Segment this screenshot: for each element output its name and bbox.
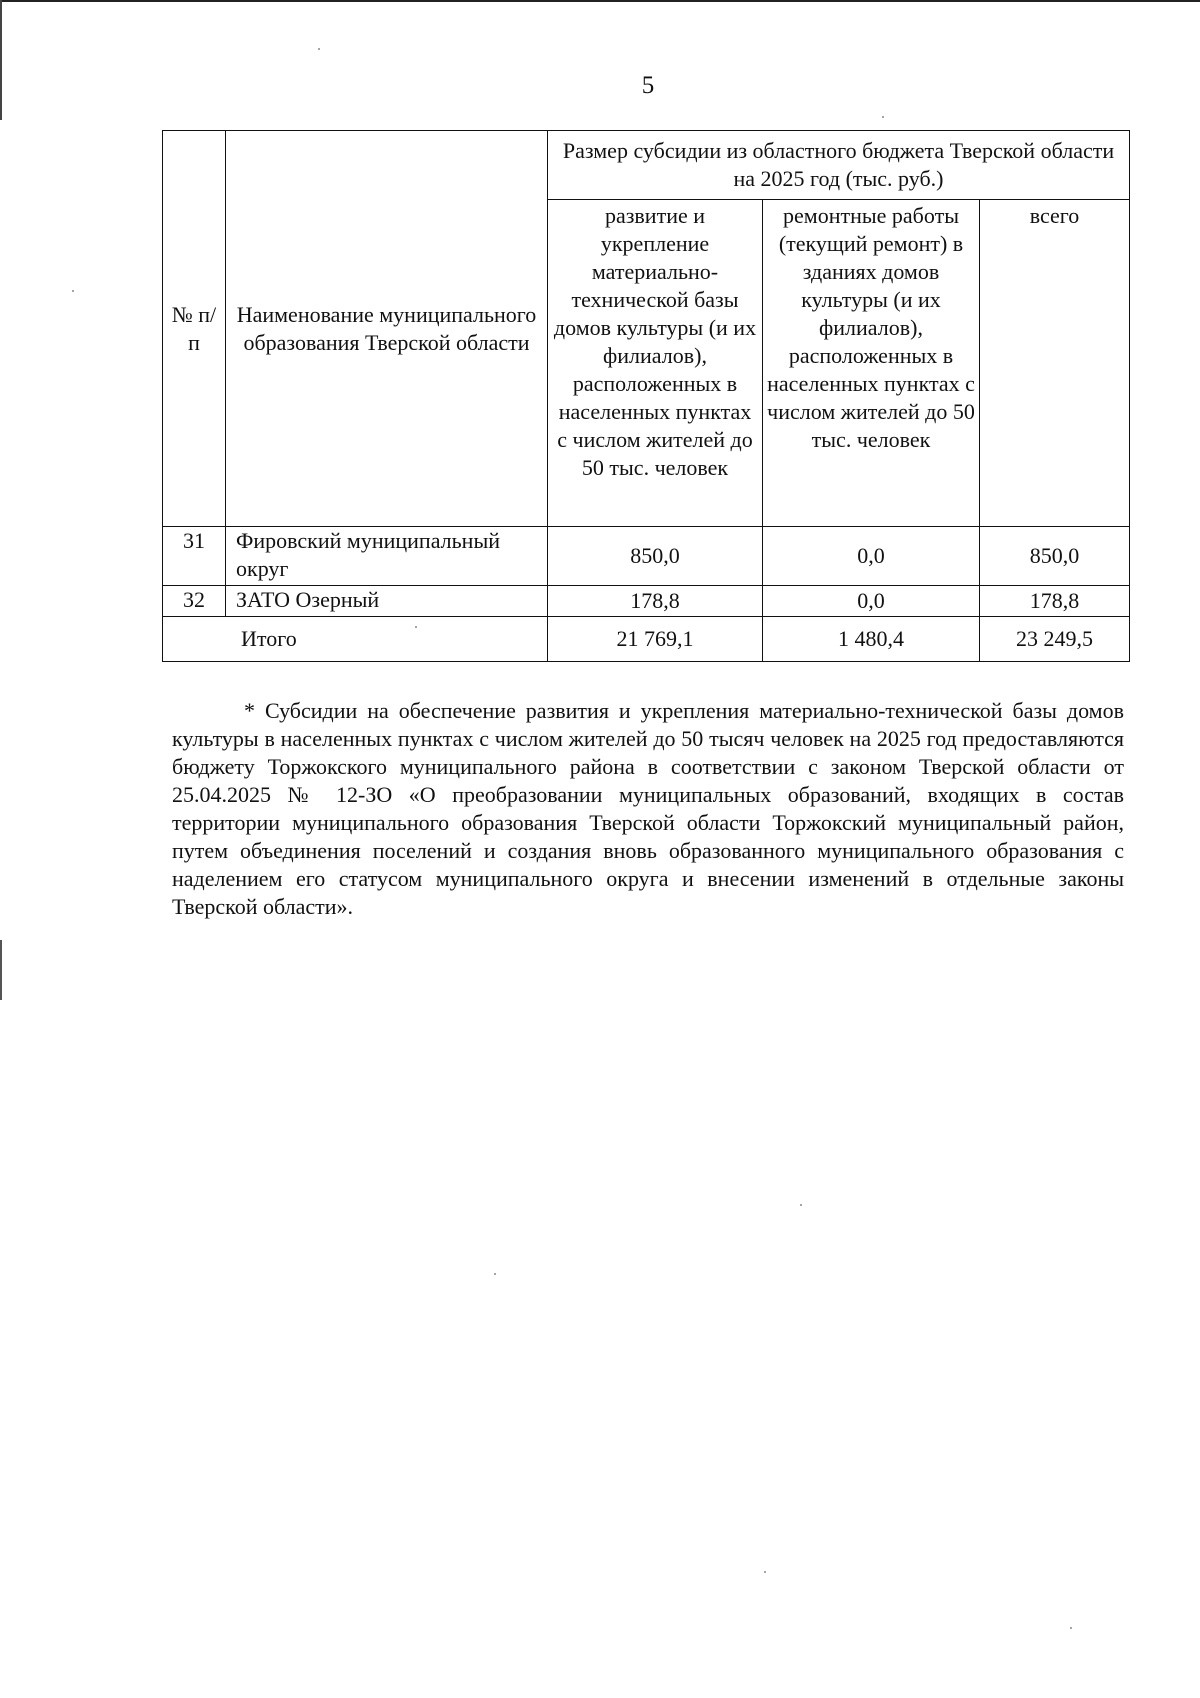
scan-speck xyxy=(764,1571,766,1573)
scan-speck xyxy=(800,1204,802,1206)
municipality-name: ЗАТО Озерный xyxy=(226,586,548,617)
subsidy-table xyxy=(162,130,1130,662)
scan-speck xyxy=(1070,1627,1072,1629)
header-repair: ремонтные работы (текущий ремонт) в зданиях домов культуры (и их филиалов), расположенных в населенных пунктах с числом жителей до 50 тыс. человек xyxy=(763,200,980,527)
scan-speck xyxy=(72,290,74,292)
page-number: 5 xyxy=(641,72,655,99)
municipality-name: Фировский муниципальный округ xyxy=(226,527,548,586)
scan-speck xyxy=(882,116,884,118)
header-name: Наименование муниципального образования Тверской области xyxy=(226,131,548,527)
scan-speck xyxy=(494,1273,496,1275)
scan-speck xyxy=(318,48,320,50)
header-development: развитие и укрепление материально-технической базы домов культуры (и их филиалов), расположенных в населенных пунктах с числом жителей до 50 тыс. человек xyxy=(548,200,763,527)
repair-value: 0,0 xyxy=(763,527,980,586)
row-number: 32 xyxy=(163,586,226,617)
header-num: № п/п xyxy=(163,131,226,527)
repair-value: 0,0 xyxy=(763,586,980,617)
scan-edge-top xyxy=(0,0,1200,2)
header-subsidy-group: Размер субсидии из областного бюджета Тверской области на 2025 год (тыс. руб.) xyxy=(548,131,1130,200)
total-development-value: 21 769,1 xyxy=(548,617,763,662)
table-row xyxy=(163,586,1130,617)
development-value: 850,0 xyxy=(548,527,763,586)
scan-speck xyxy=(415,626,417,628)
grand-total-value: 23 249,5 xyxy=(980,617,1130,662)
row-number: 31 xyxy=(163,527,226,586)
footnote-paragraph: * Субсидии на обеспечение развития и укрепления материально-технической базы домов культуры в населенных пунктах с числом жителей до 50 тысяч человек на 2025 год предоставляются бюджету Торжокского муниципального района в соответствии с законом Тверской области от 25.04.2025 № 12-ЗО «О преобразовании муниципальных образований, входящих в состав территории муниципального образования Тверской области Торжокский муниципальный район, путем объединения поселений и создания вновь образованного муниципального образования с наделением его статусом муниципального округа и внесении изменений в отдельные законы Тверской области». xyxy=(172,698,1124,919)
total-repair-value: 1 480,4 xyxy=(763,617,980,662)
scan-edge-left-lower xyxy=(0,940,2,1000)
table-header-row-1 xyxy=(163,131,1130,200)
header-total: всего xyxy=(980,200,1130,527)
table-row xyxy=(163,527,1130,586)
development-value: 178,8 xyxy=(548,586,763,617)
scan-edge-left xyxy=(0,0,2,120)
table-total-row xyxy=(163,617,1130,662)
total-value: 850,0 xyxy=(980,527,1130,586)
total-value: 178,8 xyxy=(980,586,1130,617)
total-label: Итого xyxy=(163,617,548,662)
